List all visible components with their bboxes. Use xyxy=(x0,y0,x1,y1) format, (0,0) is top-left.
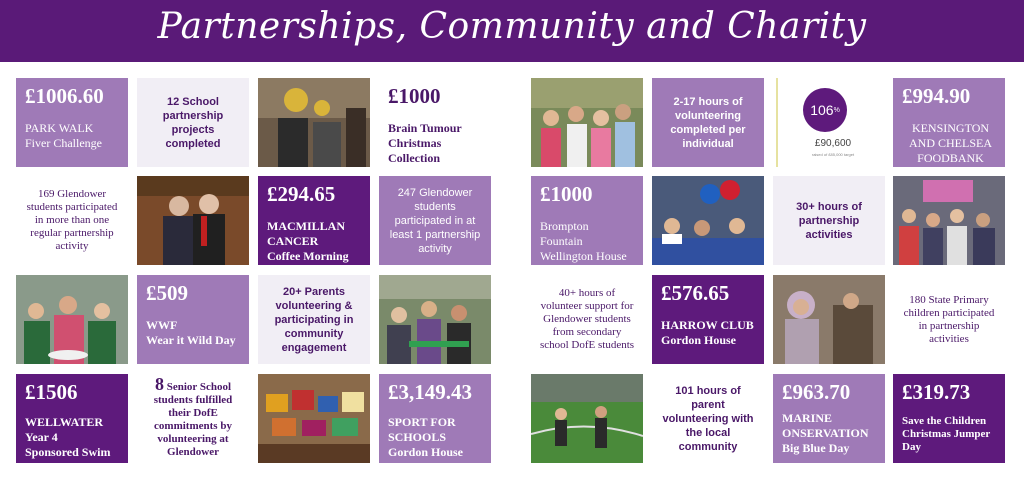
text-8-senior: Senior School students fulfilled their DofE commitments by volunteering at Glendower xyxy=(153,381,233,458)
text-180-state: 180 State Primary children participated in partnership activities xyxy=(903,293,995,345)
label-marine: MARINE ONSERVATION Big Blue Day xyxy=(782,411,869,455)
photo-children-costume xyxy=(258,78,370,167)
text-40-hours: 40+ hours of volunteer support for Glendower students from secondary school DofE students xyxy=(539,287,635,351)
tile-101-hours xyxy=(652,374,764,463)
text-169-students: 169 Glendower students participated in more than one regular partnership activity xyxy=(26,188,118,252)
gauge-percent: 106 xyxy=(810,102,834,118)
tile-marine xyxy=(773,374,885,463)
amount-save-children: £319.73 xyxy=(902,380,971,404)
label-kensington: KENSINGTON AND CHELSEA FOODBANK xyxy=(909,121,992,165)
photo-gift-boxes xyxy=(258,374,370,463)
tile-macmillan xyxy=(258,176,370,265)
tile-brain-tumour xyxy=(379,78,491,167)
label-park-walk: PARK WALK Fiver Challenge xyxy=(25,121,102,150)
text-247-students: 247 Glendower students participated in at least 1 partnership activity xyxy=(389,186,481,255)
photo-adults-meeting xyxy=(379,275,491,364)
label-macmillan: MACMILLAN CANCER Coffee Morning xyxy=(267,219,349,263)
label-brompton: Brompton Fountain Wellington House xyxy=(540,219,627,263)
amount-brain-tumour: £1000 xyxy=(388,84,441,108)
photo-woman-hijab xyxy=(773,275,885,364)
amount-macmillan: £294.65 xyxy=(267,182,336,206)
gauge-circle xyxy=(803,88,847,132)
photo-children-eating xyxy=(16,275,128,364)
tile-wwf xyxy=(137,275,249,364)
tile-harrow xyxy=(652,275,764,364)
gauge-percent-sign: % xyxy=(833,106,840,114)
gauge-subtext: raised of £85,000 target xyxy=(811,152,855,157)
photo-two-women xyxy=(137,176,249,265)
gauge-amount: £90,600 xyxy=(814,138,852,149)
label-harrow: HARROW CLUB Gordon House xyxy=(661,318,754,347)
tile-247-students xyxy=(379,176,491,265)
amount-brompton: £1000 xyxy=(540,182,593,206)
tile-40-hours xyxy=(531,275,643,364)
tile-8-senior xyxy=(137,374,249,463)
text-partnership-hours: 30+ hours of partnership activities xyxy=(796,200,862,241)
amount-harrow: £576.65 xyxy=(661,281,730,305)
label-wellwater: WELLWATER Year 4 Sponsored Swim xyxy=(25,415,111,459)
number-8-senior: 8 xyxy=(154,374,164,394)
photo-children-group xyxy=(531,78,643,167)
tile-wellwater xyxy=(16,374,128,463)
amount-park-walk: £1006.60 xyxy=(25,84,104,108)
fundraising-gauge xyxy=(776,78,888,167)
tile-partnership-hours xyxy=(773,176,885,265)
tile-brompton xyxy=(531,176,643,265)
tile-169-students xyxy=(16,176,128,265)
amount-wellwater: £1506 xyxy=(25,380,78,404)
tile-kensington xyxy=(893,78,1005,167)
photo-balloons-party xyxy=(652,176,764,265)
amount-wwf: £509 xyxy=(146,281,188,305)
amount-sport-schools: £3,149.43 xyxy=(388,380,472,404)
text-8-senior-wrapper xyxy=(137,374,249,459)
text-volunteering-hours: 2-17 hours of volunteering completed per individual xyxy=(670,95,746,150)
tile-180-state xyxy=(893,275,1005,364)
tile-20-parents xyxy=(258,275,370,364)
tile-volunteering-hours xyxy=(652,78,764,167)
amount-kensington: £994.90 xyxy=(902,84,971,108)
text-101-hours: 101 hours of parent volunteering with the local community xyxy=(662,384,754,453)
text-school-projects: 12 School partnership projects completed xyxy=(162,95,224,150)
tile-save-children xyxy=(893,374,1005,463)
label-sport-schools: SPORT FOR SCHOOLS Gordon House xyxy=(388,415,464,459)
amount-marine: £963.70 xyxy=(782,380,851,404)
label-wwf: WWF Wear it Wild Day xyxy=(146,318,236,347)
label-brain-tumour: Brain Tumour Christmas Collection xyxy=(388,121,462,165)
text-20-parents: 20+ Parents volunteering & participating in community engagement xyxy=(274,285,354,354)
tile-school-projects xyxy=(137,78,249,167)
photo-classroom-children xyxy=(893,176,1005,265)
label-save-children: Save the Children Christmas Jumper Day xyxy=(902,415,991,453)
tile-park-walk xyxy=(16,78,128,167)
tile-sport-schools xyxy=(379,374,491,463)
photo-playground xyxy=(531,374,643,463)
page-title: Partnerships, Community and Charity xyxy=(157,6,867,47)
